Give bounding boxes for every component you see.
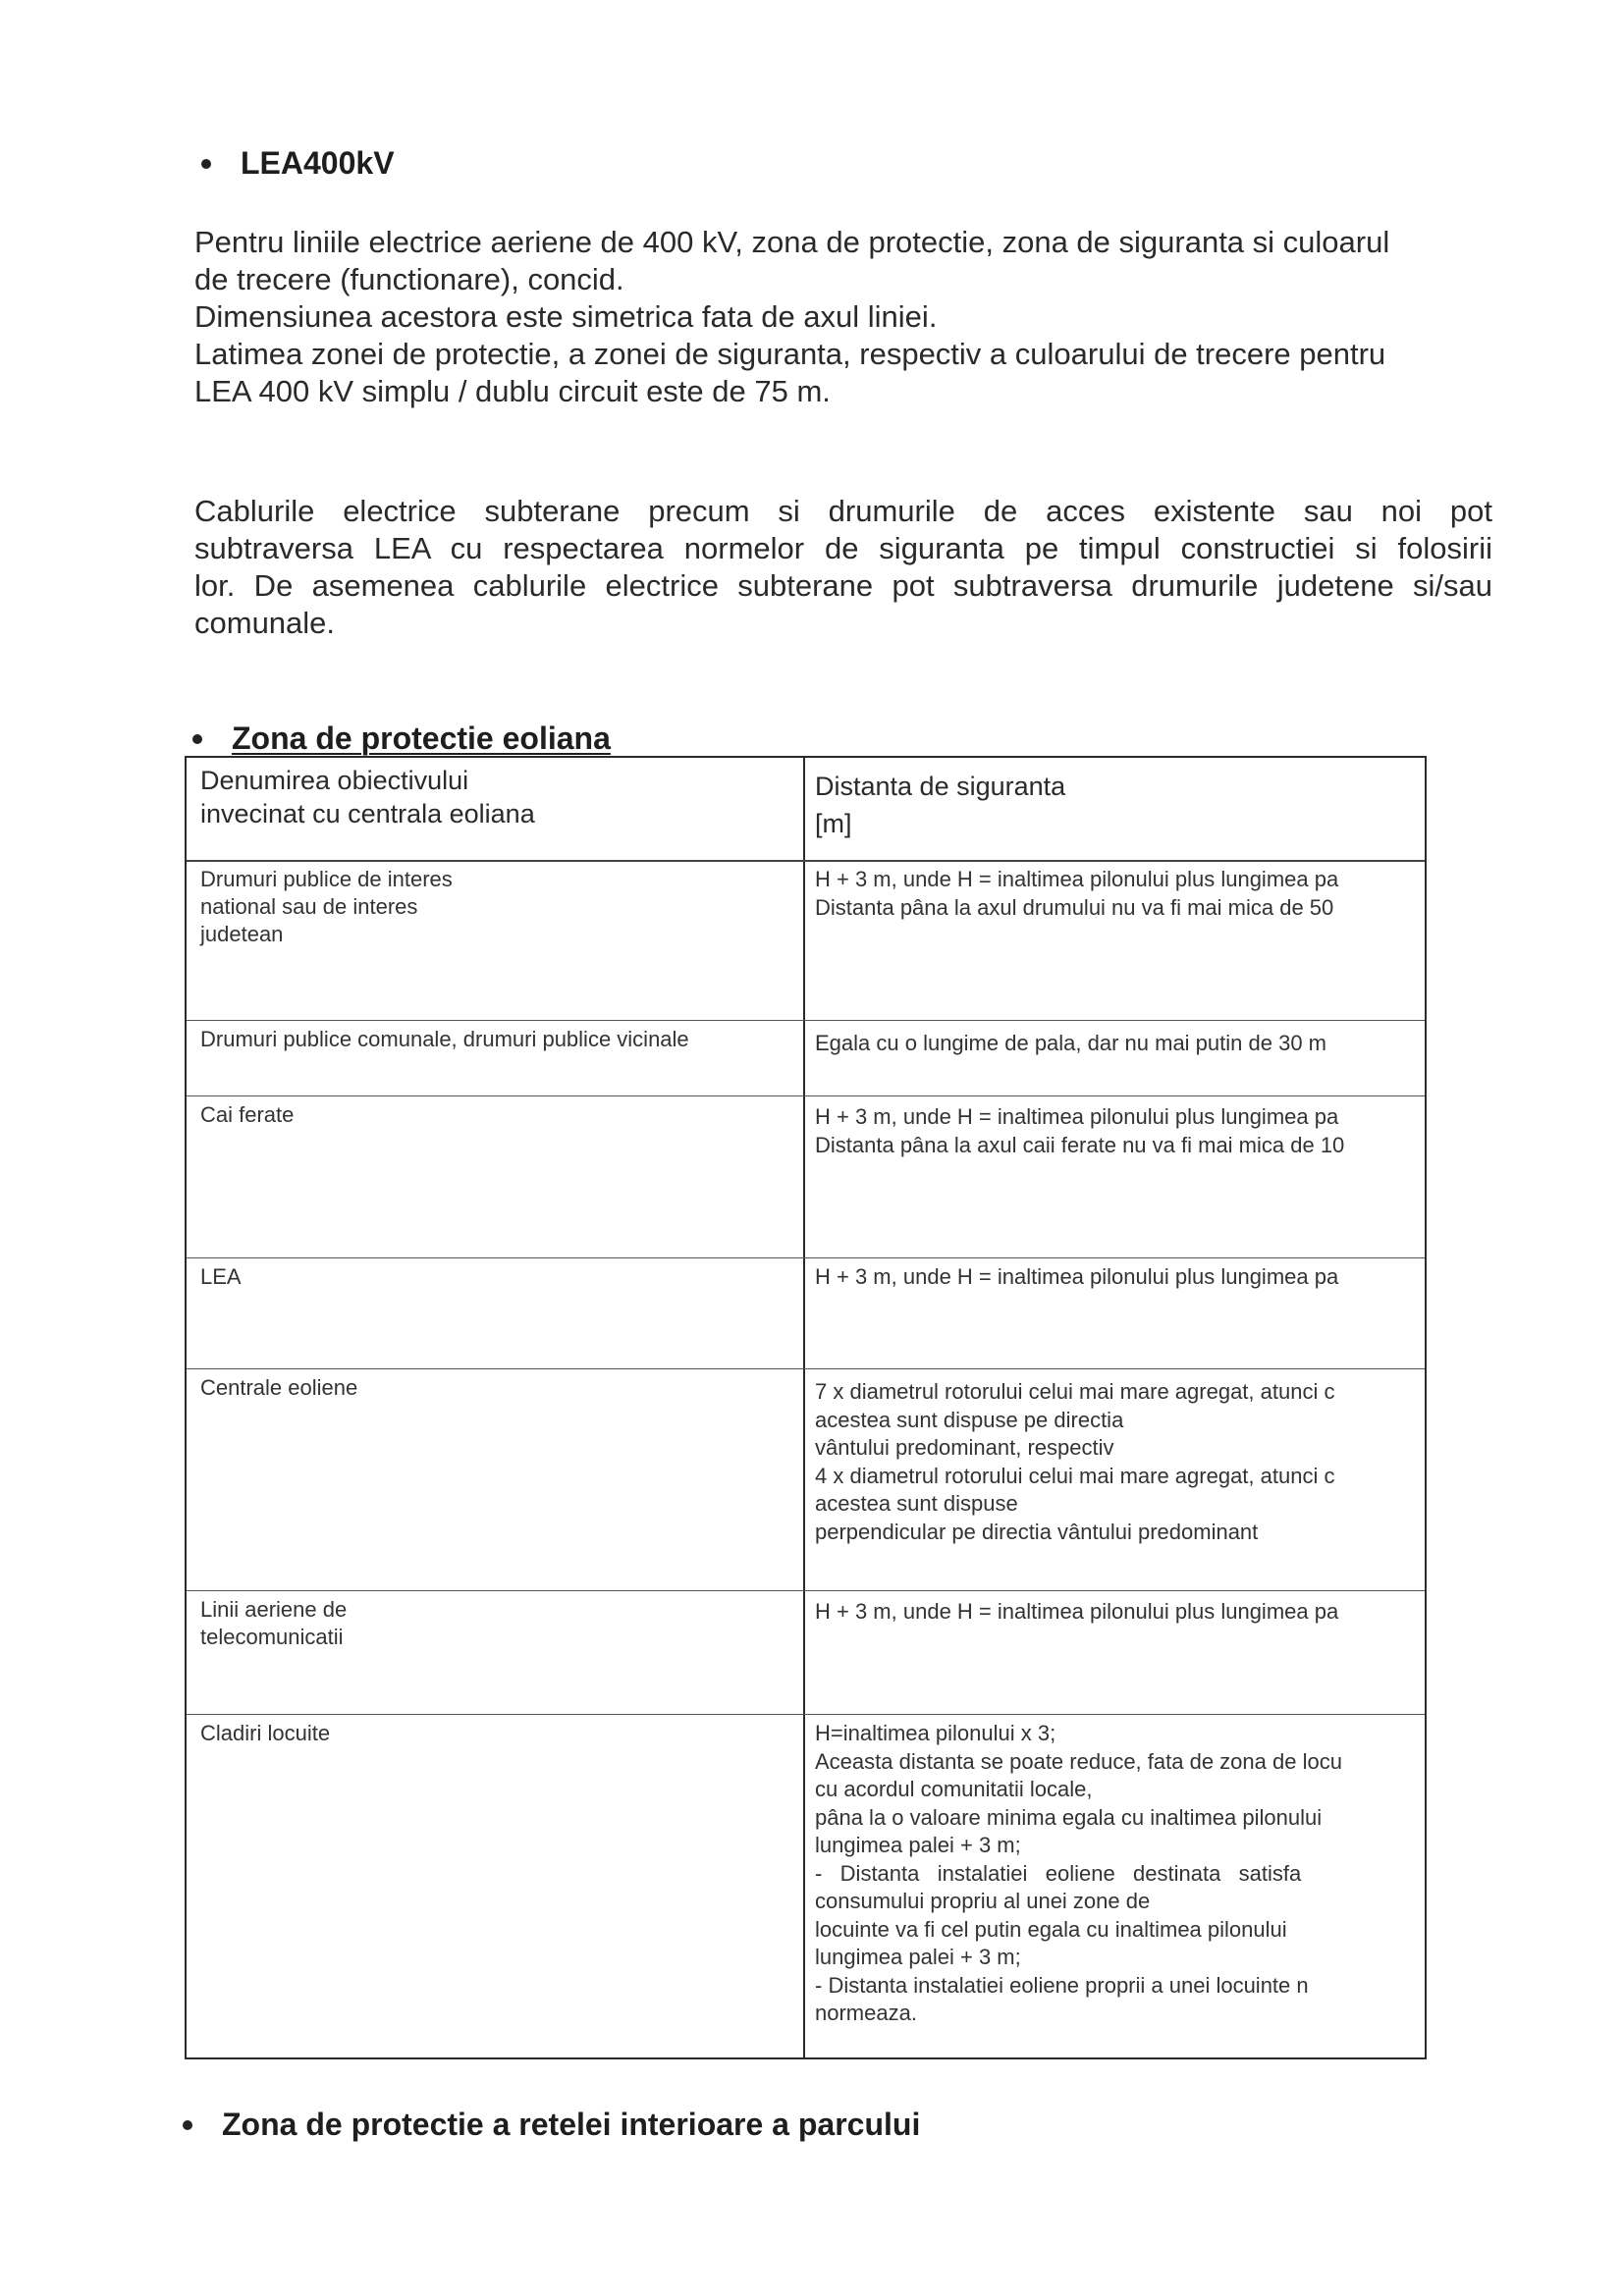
paragraph-line: Pentru liniile electrice aeriene de 400 kV, zona de protectie, zona de siguranta si culoarul: [194, 225, 1390, 259]
paragraph-line: de trecere (functionare), concid.: [194, 262, 624, 296]
cell-line: H + 3 m, unde H = inaltimea pilonului plus lungimea pa: [815, 867, 1339, 891]
cell-line: telecomunicatii: [200, 1625, 344, 1649]
heading-zona-retea: [183, 2107, 920, 2143]
cell-line: H + 3 m, unde H = inaltimea pilonului plus lungimea pa: [815, 1264, 1339, 1289]
row-label: [200, 1374, 780, 1402]
paragraph-line: subtraversa LEA cu respectarea normelor de siguranta pe timpul constructiei si folosirii: [194, 531, 1492, 565]
cell-line: Distanta pâna la axul caii ferate nu va fi mai mica de 10: [815, 1132, 1345, 1157]
paragraph-line: comunale.: [194, 606, 336, 640]
cell-line: Cladiri locuite: [200, 1721, 331, 1745]
cell-line: consumului propriu al unei zone de: [815, 1889, 1151, 1913]
paragraph-line: Latimea zonei de protectie, a zonei de siguranta, respectiv a culoarului de trecere pentru: [194, 337, 1386, 371]
row-distance: [815, 1263, 1414, 1292]
cell-line: vântului predominant, respectiv: [815, 1435, 1114, 1460]
distance-table: [185, 756, 1427, 2059]
row-label: [200, 1263, 780, 1291]
cell-line: Cai ferate: [200, 1102, 295, 1127]
cell-line: locuinte va fi cel putin egala cu inaltimea pilonului: [815, 1916, 1287, 1942]
row-label: [200, 1101, 780, 1129]
heading-zona-eoliana-text: Zona de protectie eoliana: [232, 721, 611, 756]
cell-line: Drumuri publice de interes: [200, 867, 453, 891]
cell-line: H + 3 m, unde H = inaltimea pilonului plus lungimea pa: [815, 1104, 1339, 1129]
paragraph-line: Dimensiunea acestora este simetrica fata de axul liniei.: [194, 299, 938, 334]
cell-line: pâna la o valoare minima egala cu inaltimea pilonului: [815, 1804, 1323, 1830]
row-distance: [815, 1030, 1414, 1058]
cell-line: Egala cu o lungime de pala, dar nu mai putin de 30 m: [815, 1031, 1326, 1055]
paragraph-line: lor. De asemenea cablurile electrice subterane pot subtraversa drumurile judetene si/sau: [194, 568, 1492, 603]
header-line: invecinat cu centrala eoliana: [200, 799, 535, 828]
bullet-icon: [201, 159, 211, 169]
cell-line: normeaza.: [815, 2001, 917, 2025]
row-distance: [815, 1720, 1414, 2028]
paragraph-cabluri: [194, 493, 1492, 642]
cell-line: LEA: [200, 1264, 242, 1289]
header-line: Distanta de siguranta: [815, 772, 1066, 801]
cell-line: lungimea palei + 3 m;: [815, 1833, 1021, 1857]
cell-line: perpendicular pe directia vântului predominant: [815, 1519, 1259, 1544]
cell-line: Aceasta distanta se poate reduce, fata de zona de locu: [815, 1748, 1342, 1774]
cell-line: Centrale eoliene: [200, 1375, 358, 1400]
header-line: [m]: [815, 809, 852, 838]
row-label: [200, 866, 780, 948]
cell-line: cu acordul comunitatii locale,: [815, 1777, 1093, 1801]
row-distance: [815, 866, 1414, 922]
paragraph-line: LEA 400 kV simplu / dublu circuit este de 75 m.: [194, 374, 831, 408]
bullet-icon: [183, 2120, 192, 2130]
heading-lea400kv-text: LEA400kV: [241, 145, 395, 181]
table-header-right: [815, 768, 1065, 842]
cell-line: 4 x diametrul rotorului celui mai mare agregat, atunci c: [815, 1463, 1335, 1488]
cell-line: H + 3 m, unde H = inaltimea pilonului plus lungimea pa: [815, 1599, 1339, 1624]
table-header-left: [200, 764, 535, 830]
row-label: [200, 1720, 780, 1747]
row-distance: [815, 1103, 1414, 1159]
table-row: [187, 860, 1425, 1021]
cell-line: H=inaltimea pilonului x 3;: [815, 1721, 1056, 1745]
table-row: [187, 1714, 1425, 2057]
header-line: Denumirea obiectivului: [200, 766, 469, 795]
table-row: [187, 1020, 1425, 1096]
cell-line: national sau de interes: [200, 894, 418, 919]
heading-zona-retea-text: Zona de protectie a retelei interioare a parcului: [222, 2107, 921, 2142]
row-distance: [815, 1598, 1414, 1627]
heading-zona-eoliana: [192, 721, 611, 757]
table-row: [187, 1257, 1425, 1369]
row-distance: [815, 1378, 1414, 1546]
heading-lea400kv: [201, 145, 395, 182]
cell-line: Distanta pâna la axul drumului nu va fi mai mica de 50: [815, 894, 1334, 920]
row-label: [200, 1026, 780, 1053]
cell-line: Drumuri publice comunale, drumuri publice vicinale: [200, 1027, 689, 1051]
table-row: [187, 1095, 1425, 1258]
table-row: [187, 1590, 1425, 1715]
table-row: [187, 1368, 1425, 1591]
cell-line: lungimea palei + 3 m;: [815, 1945, 1021, 1969]
paragraph-lea: [194, 224, 1492, 410]
paragraph-line: Cablurile electrice subterane precum si drumurile de acces existente sau noi pot: [194, 494, 1492, 528]
cell-line: Linii aeriene de: [200, 1597, 348, 1622]
cell-line: 7 x diametrul rotorului celui mai mare agregat, atunci c: [815, 1379, 1335, 1404]
cell-line: - Distanta instalatiei eoliene destinata satisfa: [815, 1860, 1302, 1886]
table-header-row: [187, 758, 1425, 862]
cell-line: - Distanta instalatiei eoliene proprii a unei locuinte n: [815, 1972, 1309, 1998]
cell-line: judetean: [200, 922, 284, 946]
cell-line: acestea sunt dispuse: [815, 1491, 1018, 1516]
cell-line: acestea sunt dispuse pe directia: [815, 1407, 1124, 1432]
row-label: [200, 1596, 780, 1651]
bullet-icon: [192, 734, 202, 744]
